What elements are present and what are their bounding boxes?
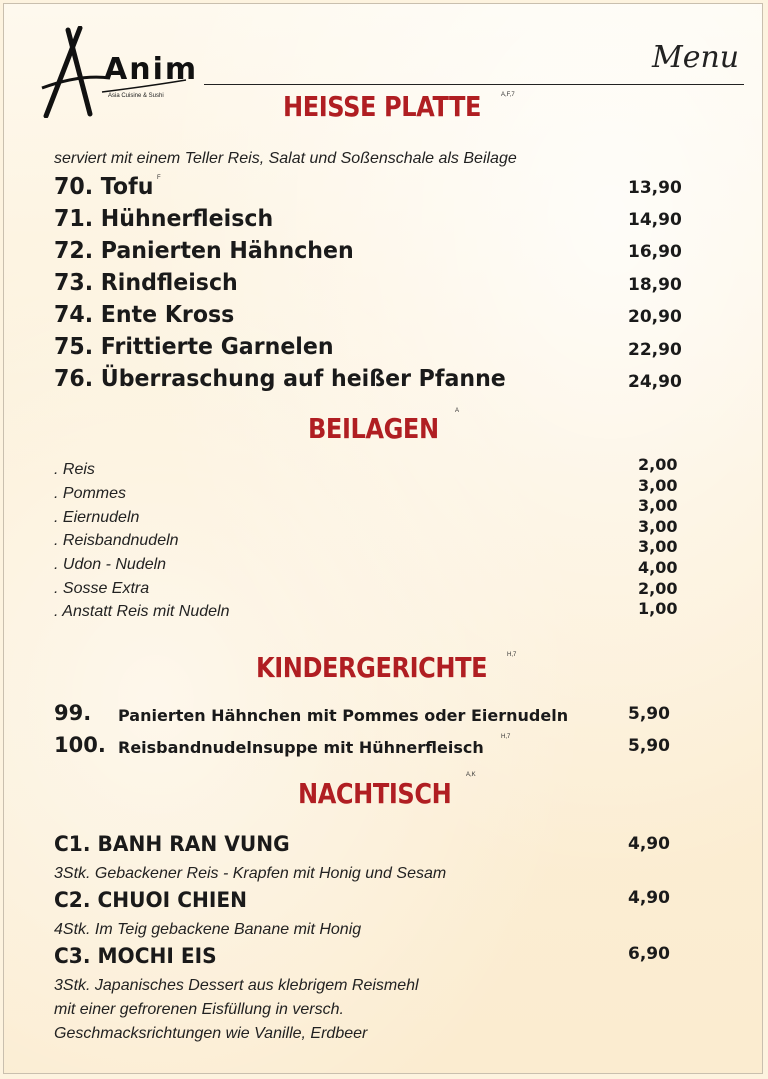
- dish-price: 18,90: [628, 275, 682, 295]
- section-allergens: A,F,7: [501, 92, 515, 98]
- dessert-name: C3. MOCHI EIS: [54, 944, 217, 968]
- side-price: 3,00: [638, 475, 678, 495]
- side-name: . Sosse Extra: [54, 580, 150, 597]
- dish-number: 99.: [54, 701, 92, 725]
- dish-name: 76. Überraschung auf heißer Pfanne: [54, 366, 506, 392]
- side-price: 2,00: [638, 455, 678, 474]
- dish-name: 75. Frittierte Garnelen: [54, 334, 334, 360]
- dessert-description: 4Stk. Im Teig gebackene Banane mit Honig: [54, 921, 362, 938]
- dish-name: 71. Hühnerfleisch: [54, 206, 274, 232]
- dessert-description: 3Stk. Gebackener Reis - Krapfen mit Honig und Sesam: [54, 865, 447, 882]
- dish-price: 14,90: [628, 210, 682, 230]
- side-price: 4,00: [638, 557, 678, 577]
- dish-allergen: H,7: [501, 734, 511, 740]
- dessert-price: 6,90: [628, 944, 670, 964]
- section-allergens: A,K: [466, 772, 476, 778]
- dessert-name: C2. CHUOI CHIEN: [54, 888, 248, 912]
- dessert-price: 4,90: [628, 888, 670, 908]
- section-subtitle: serviert mit einem Teller Reis, Salat und Soßenschale als Beilage: [54, 150, 517, 167]
- logo-text: Anim: [104, 52, 199, 87]
- logo-subtitle: Asia Cuisine & Sushi: [108, 93, 164, 99]
- side-price: 2,00: [638, 578, 678, 598]
- dish-price: 22,90: [628, 340, 682, 360]
- side-name: . Udon - Nudeln: [54, 556, 167, 573]
- dessert-description: mit einer gefrorenen Eisfüllung in versch.: [54, 1001, 344, 1018]
- side-price: 3,00: [638, 537, 678, 557]
- dish-name: 73. Rindfleisch: [54, 270, 238, 296]
- dish-name: Panierten Hähnchen mit Pommes oder Eiernudeln: [118, 706, 569, 725]
- dish-allergen: F: [157, 175, 161, 181]
- section-title-nachtisch: NACHTISCH: [298, 777, 452, 810]
- section-allergens: H,7: [507, 652, 517, 658]
- dessert-description: 3Stk. Japanisches Dessert aus klebrigem Reismehl: [54, 977, 419, 994]
- side-price-column: [638, 455, 677, 620]
- dish-name: 72. Panierten Hähnchen: [54, 238, 354, 264]
- dish-name: Reisbandnudelnsuppe mit Hühnerfleisch: [118, 738, 484, 757]
- dessert-price: 4,90: [628, 834, 670, 854]
- dish-price: 5,90: [628, 704, 670, 724]
- dish-price: 20,90: [628, 307, 682, 327]
- dish-price: 16,90: [628, 242, 682, 262]
- header-divider: [204, 84, 744, 85]
- menu-label: Menu: [652, 40, 740, 75]
- side-price: 3,00: [638, 516, 678, 536]
- dish-price: 5,90: [628, 736, 670, 756]
- side-price: 3,00: [638, 496, 678, 516]
- side-name: . Reis: [54, 461, 95, 478]
- menu-page: [3, 3, 763, 1074]
- dish-price: 24,90: [628, 372, 682, 392]
- dish-name: 74. Ente Kross: [54, 302, 235, 328]
- side-name: . Reisbandnudeln: [54, 532, 179, 549]
- side-name: . Pommes: [54, 485, 127, 502]
- section-title-heisse-platte: HEISSE PLATTE: [283, 90, 482, 123]
- dish-name: 70. Tofu: [54, 174, 154, 200]
- dessert-description: Geschmacksrichtungen wie Vanille, Erdbeer: [54, 1025, 368, 1042]
- dish-price: 13,90: [628, 178, 682, 198]
- side-name: . Anstatt Reis mit Nudeln: [54, 603, 230, 620]
- dessert-name: C1. BANH RAN VUNG: [54, 832, 290, 856]
- side-price: 1,00: [638, 599, 678, 619]
- section-title-beilagen: BEILAGEN: [308, 412, 439, 445]
- section-allergens: A: [455, 408, 460, 414]
- section-title-kindergerichte: KINDERGERICHTE: [256, 651, 488, 684]
- dish-number: 100.: [54, 733, 106, 757]
- side-name: . Eiernudeln: [54, 509, 140, 526]
